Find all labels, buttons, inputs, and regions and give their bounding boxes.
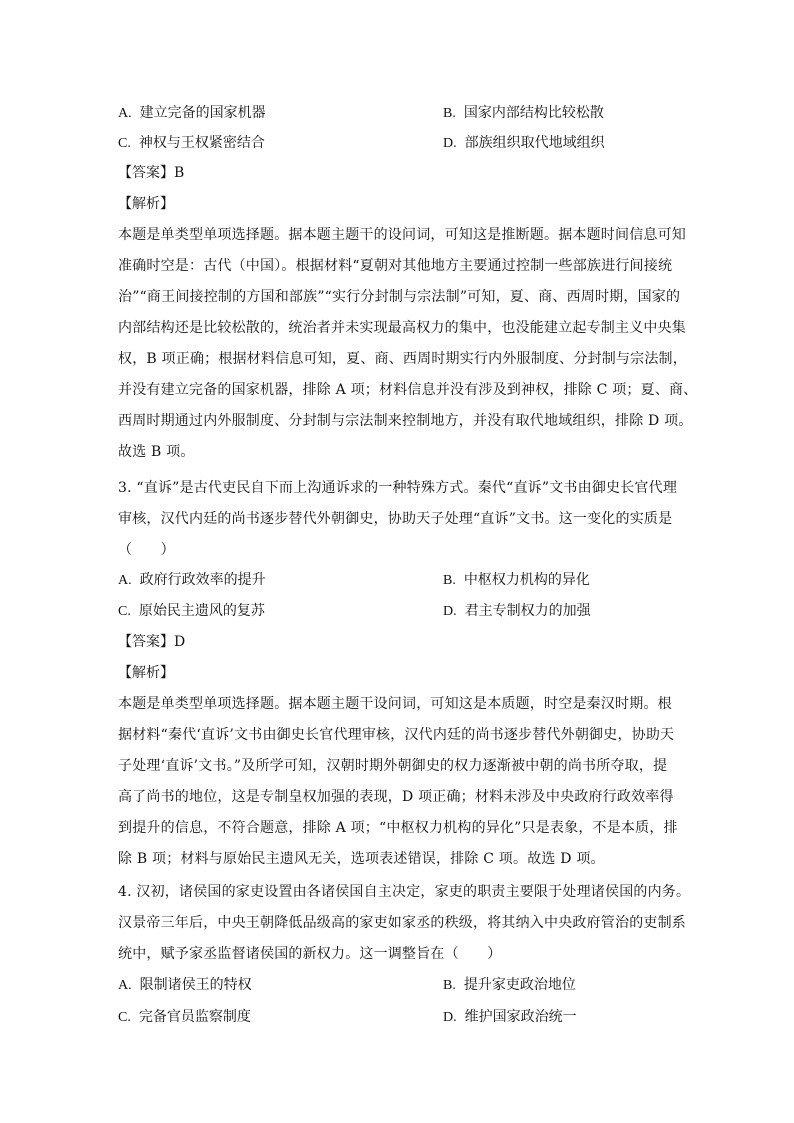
- q3-analysis-line: 高了尚书的地位，这是专制皇权加强的表现，D 项正确；材料未涉及中央政府行政效率得: [118, 789, 674, 805]
- q3-analysis-line: 子处理‘直诉’文书。”及所学可知，汉朝时期外朝御史的权力逐渐被中朝的尚书所夺取，提: [118, 758, 668, 774]
- q3-options-row-2: [118, 601, 718, 621]
- q4-option-b: B. 提升家吏政治地位: [443, 977, 576, 993]
- q2-option-c: C. 神权与王权紧密结合: [118, 135, 265, 151]
- q3-option-c: C. 原始民主遗风的复苏: [118, 603, 265, 619]
- q2-analysis-line: 治”“商王间接控制的方国和部族”“实行分封制与宗法制”可知，夏、商、西周时期，国家的: [118, 289, 681, 305]
- q2-analysis-label: 【解析】: [118, 196, 174, 212]
- q2-analysis-line: 内部结构还是比较松散的，统治者并未实现最高权力的集中，也没能建立起专制主义中央集: [118, 320, 686, 336]
- q2-analysis-line: 本题是单类型单项选择题。据本题主题干的设问词，可知这是推断题。据本题时间信息可知: [118, 227, 686, 243]
- q4-stem-line: 4. 汉初，诸侯国的家吏设置由各诸侯国自主决定，家吏的职责主要限于处理诸侯国的内务。: [118, 884, 691, 900]
- q3-option-d: D. 君主专制权力的加强: [443, 603, 591, 619]
- q3-stem-line: 审核，汉代内廷的尚书逐步替代外朝御史，协助天子处理“直诉”文书。这一变化的实质是: [118, 511, 673, 527]
- q4-options-row-1: [118, 975, 718, 995]
- q2-analysis-line: 并没有建立完备的国家机器，排除 A 项；材料信息并没有涉及到神权，排除 C 项；夏、商、: [118, 382, 698, 398]
- q4-stem-line: 汉景帝三年后，中央王朝降低品级高的家吏如家丞的秩级，将其纳入中央政府管治的吏制系: [118, 915, 686, 931]
- q4-option-a: A. 限制诸侯王的特权: [118, 977, 252, 993]
- q3-option-a: A. 政府行政效率的提升: [118, 572, 266, 588]
- q2-analysis-line: 故选 B 项。: [118, 444, 195, 460]
- q3-analysis-line: 到提升的信息，不符合题意，排除 A 项；“中枢权力机构的异化”只是表象，不是本质，排: [118, 820, 678, 836]
- q3-answer: 【答案】D: [118, 634, 186, 650]
- q4-option-c: C. 完备官员监察制度: [118, 1009, 251, 1025]
- q3-option-b: B. 中枢权力机构的异化: [443, 572, 590, 588]
- q2-option-d: D. 部族组织取代地域组织: [443, 135, 605, 151]
- q2-option-b: B. 国家内部结构比较松散: [443, 105, 604, 121]
- q2-options-row-1: [118, 103, 718, 123]
- q4-stem-line: 统中，赋予家丞监督诸侯国的新权力。这一调整旨在（ ）: [118, 946, 502, 962]
- q2-analysis-line: 权，B 项正确；根据材料信息可知，夏、商、西周时期实行内外服制度、分封制与宗法制，: [118, 351, 687, 367]
- q3-analysis-line: 据材料“秦代‘直诉’文书由御史长官代理审核，汉代内廷的尚书逐步替代外朝御史，协助天: [118, 727, 675, 743]
- q3-analysis-label: 【解析】: [118, 665, 174, 681]
- q4-option-d: D. 维护国家政治统一: [443, 1009, 577, 1025]
- q3-stem-line: （ ）: [118, 542, 175, 558]
- q2-options-row-2: [118, 133, 718, 153]
- q4-options-row-2: [118, 1007, 718, 1027]
- q3-stem-line: 3. “直诉”是古代吏民自下而上沟通诉求的一种特殊方式。秦代“直诉”文书由御史长官代理: [118, 480, 678, 496]
- q2-option-a: A. 建立完备的国家机器: [118, 105, 266, 121]
- q2-analysis-line: 准确时空是：古代（中国）。根据材料“夏朝对其他地方主要通过控制一些部族进行间接统: [118, 258, 673, 274]
- q3-options-row-1: [118, 570, 718, 590]
- q2-analysis-line: 西周时期通过内外服制度、分封制与宗法制来控制地方，并没有取代地域组织，排除 D 项。: [118, 413, 693, 429]
- q2-answer: 【答案】B: [118, 165, 185, 181]
- q3-analysis-line: 本题是单类型单项选择题。据本题主题干设问词，可知这是本质题，时空是秦汉时期。根: [118, 696, 672, 712]
- q3-analysis-line: 除 B 项；材料与原始民主遗风无关，选项表述错误，排除 C 项。故选 D 项。: [118, 851, 605, 867]
